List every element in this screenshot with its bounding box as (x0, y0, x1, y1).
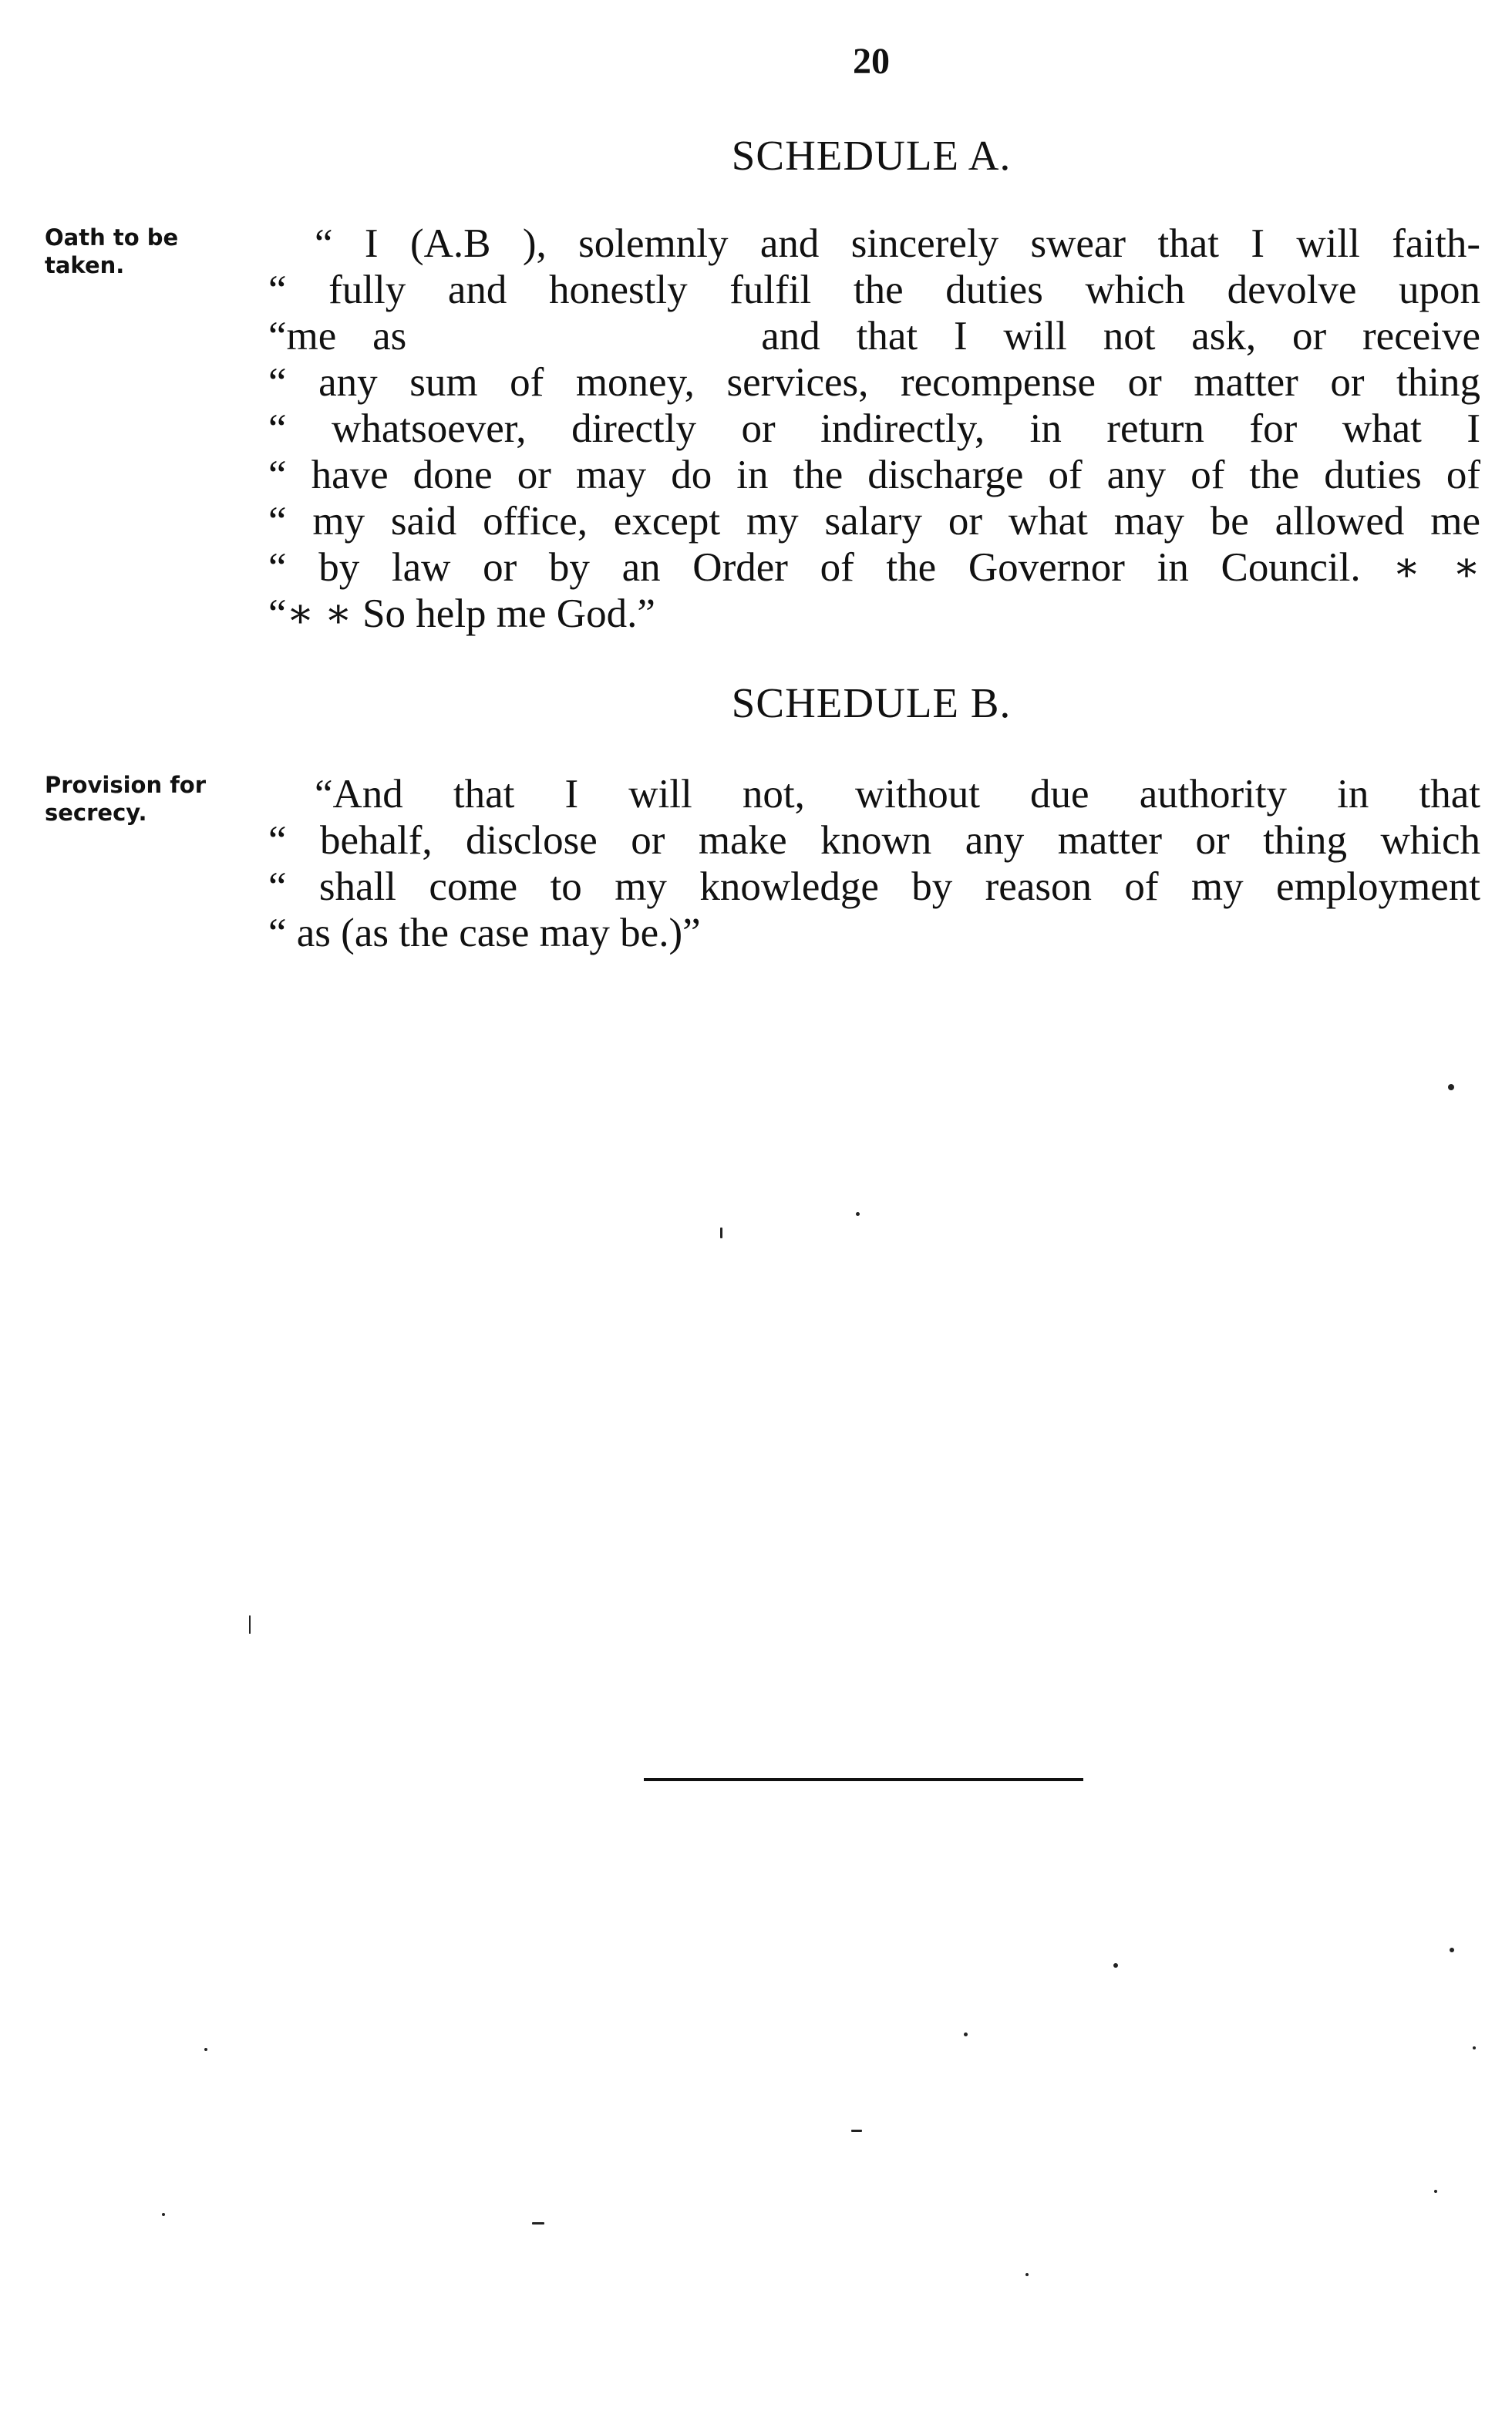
sidenote-line: Oath to be (45, 224, 179, 251)
scan-speck (720, 1228, 722, 1238)
scan-speck (856, 1212, 860, 1216)
closing-rule (644, 1778, 1083, 1781)
secrecy-line: “And that I will not, without due authority in that (315, 772, 1480, 817)
sidenote-line: taken. (45, 252, 125, 278)
sidenote-line: secrecy. (45, 800, 147, 826)
oath-line: “ have done or may do in the discharge of any of the duties of (268, 453, 1480, 497)
oath-line: “ any sum of money, services, recompense or matter or thing (268, 360, 1480, 405)
scan-speck (1450, 1948, 1454, 1952)
secrecy-line: “ as (as the case may be.)” (268, 911, 701, 955)
oath-line: “ whatsoever, directly or indirectly, in return for what I (268, 406, 1480, 451)
scan-speck (1434, 2190, 1437, 2193)
scan-speck (1448, 1084, 1454, 1090)
scan-speck (964, 2033, 968, 2036)
secrecy-line: “ shall come to my knowledge by reason of my employment (268, 864, 1480, 909)
scan-speck (162, 2213, 165, 2216)
oath-line-end: and that I will not ask, or receive (761, 314, 1480, 359)
oath-line: “ fully and honestly fulfil the duties which devolve upon (268, 268, 1480, 312)
oath-line: “ by law or by an Order of the Governor in Council. ∗ ∗ (268, 545, 1480, 590)
page-number: 20 (853, 41, 890, 82)
oath-line-start: “me as (268, 314, 407, 359)
scan-speck (1025, 2273, 1029, 2276)
scan-speck (532, 2222, 544, 2225)
scan-speck (851, 2130, 862, 2132)
schedule-a-sidenote (45, 224, 268, 279)
oath-line (268, 313, 1480, 359)
scan-speck (249, 1615, 251, 1634)
oath-line: “ my said office, except my salary or what may be allowed me (268, 499, 1480, 544)
scan-speck (1113, 1963, 1118, 1968)
schedule-b-heading: SCHEDULE B. (731, 679, 1012, 726)
schedule-b-sidenote (45, 771, 268, 827)
scan-speck (204, 2048, 207, 2051)
oath-line: “ I (A.B ), solemnly and sincerely swear that I will faith- (315, 221, 1480, 266)
oath-line: “∗ ∗ So help me God.” (268, 591, 655, 636)
sidenote-line: Provision for (45, 772, 207, 798)
scan-speck (1473, 2046, 1476, 2049)
secrecy-line: “ behalf, disclose or make known any matter or thing which (268, 818, 1480, 863)
schedule-a-heading: SCHEDULE A. (731, 132, 1012, 179)
